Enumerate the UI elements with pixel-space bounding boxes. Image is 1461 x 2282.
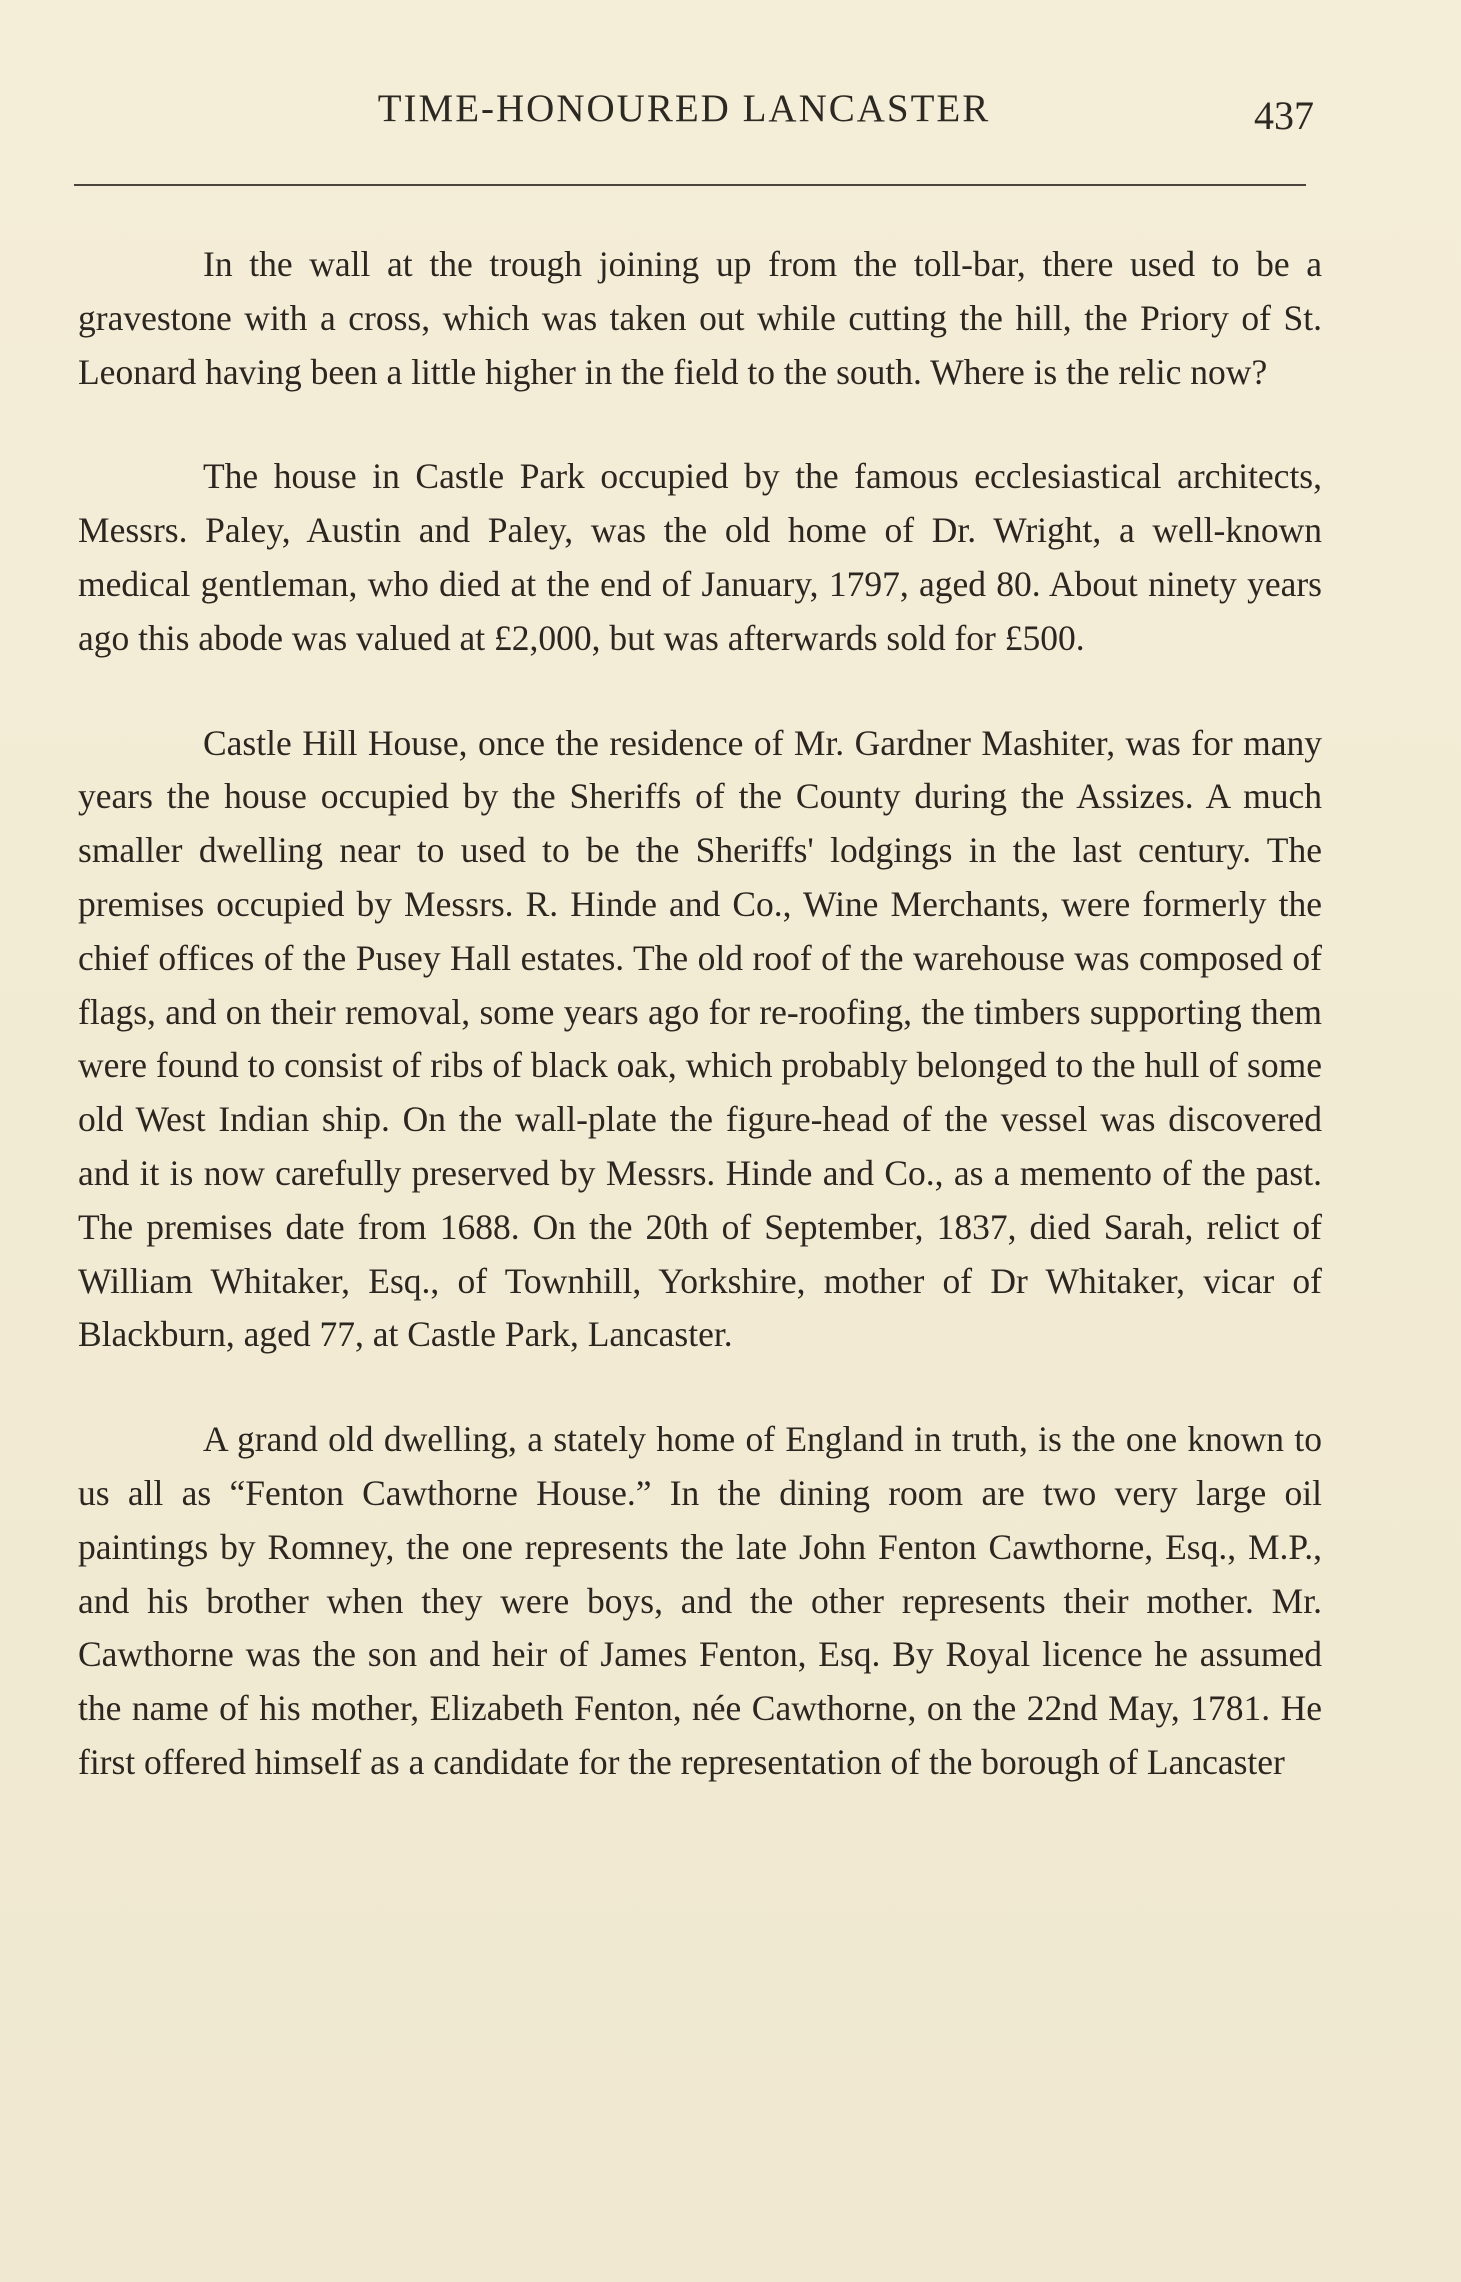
paragraph-fenton-cawthorne-house: A grand old dwelling, a stately home of England in truth, is the one known to us all as “Fenton Cawthorne House.” In the dining room are two very large oil paintings by Romney, the one represents the late John Fenton Cawthorne, Esq., M.P., and his brother when they were boys, and the other represents their mother. Mr. Cawthorne was the son and heir of James Fenton, Esq. By Royal licence he assumed the name of his mother, Elizabeth Fenton, née Cawthorne, on the 22nd May, 1781. He first offered himself as a candidate for the representation of the borough of Lancaster (78, 1419, 1322, 1782)
running-head: TIME-HONOURED LANCASTER (377, 87, 991, 130)
body-text (78, 238, 1322, 1790)
paragraph-trough-gravestone: In the wall at the trough joining up from the toll-bar, there used to be a gravestone with a cross, which was taken out while cutting the hill, the Priory of St. Leonard having been a little higher in the field to the south. Where is the relic now? (78, 244, 1322, 392)
paragraph-castle-park-house: The house in Castle Park occupied by the famous ecclesiastical architects, Messrs. Paley, Austin and Paley, was the old home of Dr. Wright, a well-known medical gentleman, who died at the end of January, 1797, aged 80. About ninety years ago this abode was valued at £2,000, but was afterwards sold for £500. (78, 456, 1322, 658)
header-rule (74, 184, 1306, 186)
page-header (74, 80, 1314, 140)
paragraph-castle-hill-house: Castle Hill House, once the residence of Mr. Gardner Mashiter, was for many years the house occupied by the Sheriffs of the County during the Assizes. A much smaller dwelling near to used to be the Sheriffs' lodgings in the last century. The premises occupied by Messrs. R. Hinde and Co., Wine Merchants, were formerly the chief offices of the Pusey Hall estates. The old roof of the warehouse was composed of flags, and on their removal, some years ago for re-roofing, the timbers supporting them were found to consist of ribs of black oak, which probably belonged to the hull of some old West Indian ship. On the wall-plate the figure-head of the vessel was discovered and it is now carefully preserved by Messrs. Hinde and Co., as a memento of the past. The premises date from 1688. On the 20th of September, 1837, died Sarah, relict of William Whitaker, Esq., of Townhill, Yorkshire, mother of Dr Whitaker, vicar of Blackburn, aged 77, at Castle Park, Lancaster. (78, 722, 1322, 1355)
page-number: 437 (1254, 93, 1314, 138)
